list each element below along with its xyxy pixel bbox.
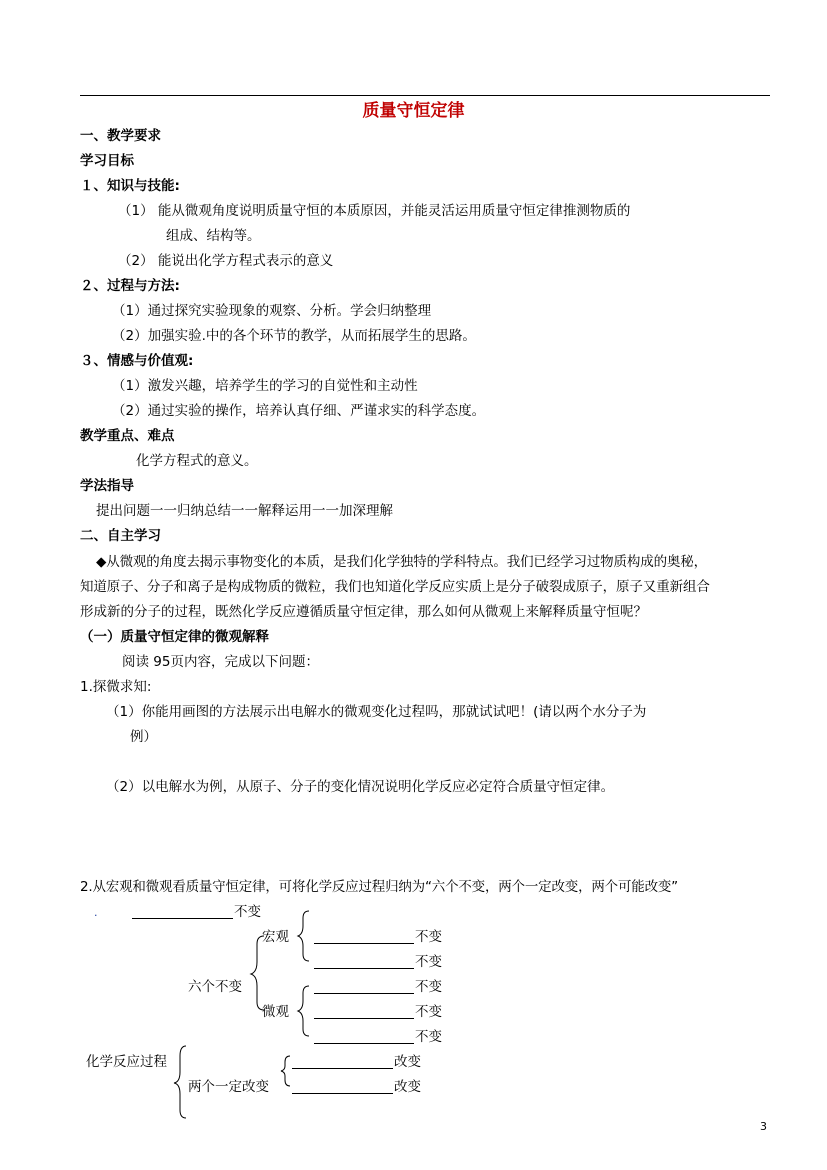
subsection-heading: （一）质量守恒定律的微观解释	[80, 629, 269, 645]
question-1-1: （1）你能用画图的方法展示出电解水的微观变化过程吗，那就试试吧！(请以两个水分子为	[106, 704, 647, 720]
unchanged-label: 不变	[234, 904, 261, 920]
stray-dot-mark: .	[94, 906, 98, 919]
six-unchanged-brace	[251, 936, 264, 1010]
question-2: 2.从宏观和微观看质量守恒定律，可将化学反应过程归纳为“六个不变，两个一定改变，两个可能改变”	[80, 879, 678, 895]
unchanged-label: 不变	[415, 1004, 442, 1020]
learning-goals-heading: 学习目标	[80, 153, 134, 169]
question-1-2: （2）以电解水为例，从原子、分子的变化情况说明化学反应必定符合质量守恒定律。	[106, 779, 615, 795]
unchanged-label: 不变	[415, 1029, 442, 1045]
process-item-1: （1）通过探究实验现象的观察、分析。学会归纳整理	[112, 303, 432, 319]
intro-paragraph-line-1: ◆从微观的角度去揭示事物变化的本质，是我们化学独特的学科特点。我们已经学习过物质构成的奥秘，	[96, 554, 707, 570]
intro-paragraph-line-3: 形成新的分子的过程，既然化学反应遵循质量守恒定律，那么如何从微观上来解释质量守恒呢？	[80, 604, 647, 620]
blank-line	[314, 968, 414, 969]
changed-label: 改变	[394, 1054, 421, 1070]
method-text: 提出问题一一归纳总结一一解释运用一一加深理解	[96, 503, 393, 519]
page-title: 质量守恒定律	[362, 101, 465, 121]
six-unchanged-label: 六个不变	[188, 979, 242, 995]
emotion-item-1: （1）激发兴趣，培养学生的学习的自觉性和主动性	[112, 378, 418, 394]
method-heading: 学法指导	[80, 478, 134, 494]
intro-paragraph-line-2: 知道原子、分子和离子是构成物质的微粒，我们也知道化学反应实质上是分子破裂成原子，原子又重新组合	[80, 579, 710, 595]
blank-line	[314, 943, 414, 944]
two-changed-label: 两个一定改变	[188, 1079, 269, 1095]
unchanged-label: 不变	[415, 954, 442, 970]
macro-label: 宏观	[262, 929, 289, 945]
knowledge-item-1: （1） 能从微观角度说明质量守恒的本质原因，并能灵活运用质量守恒定律推测物质的	[118, 203, 631, 219]
macro-brace	[298, 911, 309, 961]
blank-line	[292, 1093, 393, 1094]
blank-line	[314, 1018, 414, 1019]
process-method-heading: ２、过程与方法:	[80, 278, 180, 294]
changed-label: 改变	[394, 1079, 421, 1095]
chemical-reaction-process-label: 化学反应过程	[86, 1054, 167, 1070]
process-item-2: （2）加强实验.中的各个环节的教学，从而拓展学生的思路。	[112, 328, 476, 344]
micro-brace	[298, 986, 309, 1036]
blank-line	[292, 1068, 393, 1069]
knowledge-item-2: （2） 能说出化学方程式表示的意义	[118, 253, 334, 269]
unchanged-label: 不变	[415, 929, 442, 945]
emotion-item-2: （2）通过实验的操作，培养认真仔细、严谨求实的科学态度。	[112, 403, 486, 419]
micro-label: 微观	[262, 1004, 289, 1020]
blank-line	[314, 993, 414, 994]
key-points-heading: 教学重点、难点	[80, 428, 175, 444]
page-number: 3	[760, 1120, 767, 1133]
emotion-value-heading: ３、情感与价值观:	[80, 353, 194, 369]
key-points-text: 化学方程式的意义。	[136, 453, 258, 469]
section-heading-self-study: 二、自主学习	[80, 528, 161, 544]
blank-line	[314, 1043, 414, 1044]
question-1-heading: 1.探微求知:	[80, 679, 152, 695]
section-heading-requirements: 一、教学要求	[80, 128, 161, 144]
reading-instruction: 阅读 95页内容，完成以下问题：	[122, 654, 319, 670]
question-1-1-cont: 例）	[130, 729, 157, 745]
unchanged-label: 不变	[415, 979, 442, 995]
knowledge-skills-heading: １、知识与技能:	[80, 178, 180, 194]
knowledge-item-1-cont: 组成、结构等。	[166, 228, 261, 244]
blank-line	[132, 918, 233, 919]
process-brace	[174, 1046, 186, 1118]
two-changed-brace	[281, 1056, 290, 1086]
